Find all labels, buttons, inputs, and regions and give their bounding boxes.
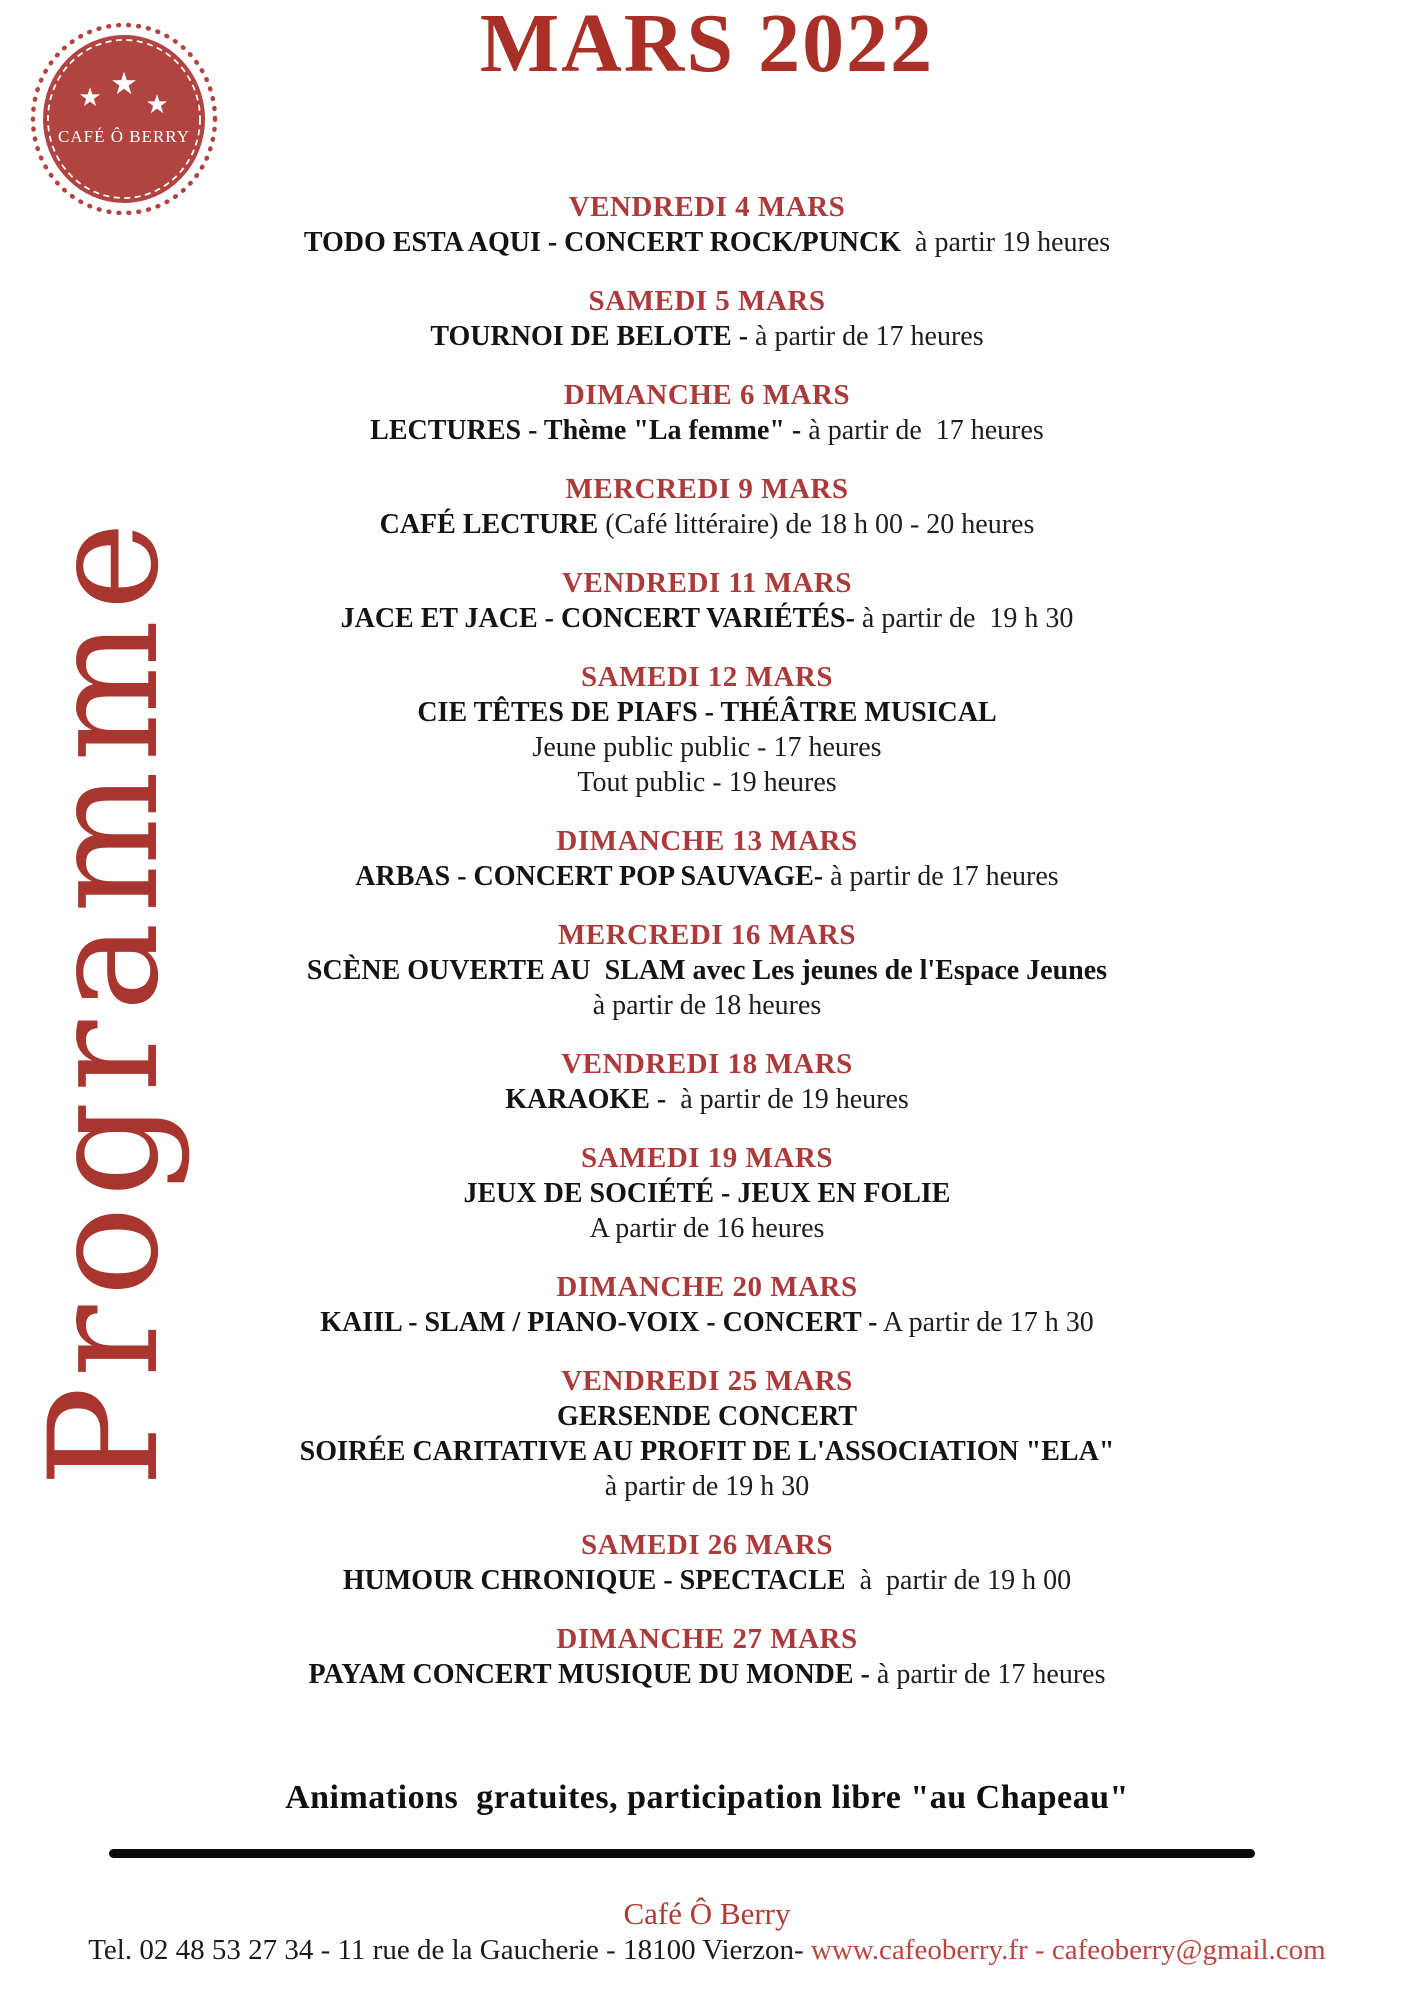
event-block	[0, 1270, 1414, 1340]
event-line	[0, 225, 1414, 260]
event-date: DIMANCHE 27 MARS	[556, 1623, 858, 1655]
event-line	[0, 1469, 1414, 1504]
star-icon: ★	[145, 90, 169, 120]
event-line-regular: à partir de 19 h 30	[604, 1471, 810, 1502]
event-date: VENDREDI 11 MARS	[562, 567, 852, 599]
event-date: SAMEDI 19 MARS	[581, 1142, 833, 1174]
footer-note: Animations gratuites, participation libre "au Chapeau"	[285, 1779, 1129, 1816]
event-date: SAMEDI 5 MARS	[588, 285, 826, 317]
footer-divider	[109, 1849, 1255, 1858]
event-block	[0, 190, 1414, 260]
event-line	[0, 1563, 1414, 1598]
event-line-bold: ARBAS - CONCERT POP SAUVAGE-	[355, 861, 824, 892]
event-line-regular: Tout public - 19 heures	[577, 767, 837, 798]
event-line	[0, 1434, 1414, 1469]
event-block	[0, 472, 1414, 542]
event-line	[0, 695, 1414, 730]
event-line-regular: à partir 19 heures	[901, 227, 1111, 258]
event-line	[0, 988, 1414, 1023]
event-line-bold: KAIIL - SLAM / PIANO-VOIX - CONCERT -	[320, 1307, 878, 1338]
event-line	[0, 1657, 1414, 1692]
event-line	[0, 319, 1414, 354]
event-line-bold: CIE TÊTES DE PIAFS - THÉÂTRE MUSICAL	[417, 697, 997, 728]
event-line-regular: à partir de 17 heures	[801, 415, 1044, 446]
event-line	[0, 507, 1414, 542]
event-line	[0, 765, 1414, 800]
event-line	[0, 1399, 1414, 1434]
event-date: DIMANCHE 20 MARS	[556, 1271, 858, 1303]
event-line-regular: A partir de 17 h 30	[877, 1307, 1094, 1338]
event-line-regular: à partir de 19 heures	[666, 1084, 909, 1115]
event-line-bold: CAFÉ LECTURE	[379, 509, 599, 540]
event-line	[0, 1211, 1414, 1246]
event-block	[0, 1141, 1414, 1246]
page-title: MARS 2022	[479, 0, 935, 90]
event-line-bold: SCÈNE OUVERTE AU SLAM avec Les jeunes de l'Espace Jeunes	[306, 955, 1108, 986]
event-date: VENDREDI 25 MARS	[561, 1365, 853, 1397]
event-line-bold: TOURNOI DE BELOTE -	[430, 321, 749, 352]
event-date: MERCREDI 9 MARS	[565, 473, 849, 505]
event-line	[0, 1082, 1414, 1117]
event-block	[0, 660, 1414, 800]
event-line-regular: (Café littéraire) de 18 h 00 - 20 heures	[598, 509, 1035, 540]
event-date: VENDREDI 18 MARS	[561, 1048, 853, 1080]
event-line-regular: à partir de 19 h 30	[854, 603, 1074, 634]
event-line-regular: à partir de 19 h 00	[845, 1565, 1072, 1596]
event-line	[0, 953, 1414, 988]
events-list	[0, 190, 1414, 1716]
star-icon: ★	[78, 83, 102, 113]
event-line-bold: JEUX DE SOCIÉTÉ - JEUX EN FOLIE	[463, 1178, 951, 1209]
event-date: SAMEDI 12 MARS	[581, 661, 833, 693]
side-label-programme: Programme	[18, 512, 192, 1488]
event-block	[0, 1364, 1414, 1504]
contact-text: Tel. 02 48 53 27 34 - 11 rue de la Gaucherie - 18100 Vierzon-	[88, 1934, 804, 1966]
event-line-regular: A partir de 16 heures	[589, 1213, 825, 1244]
event-line-bold: PAYAM CONCERT MUSIQUE DU MONDE -	[308, 1659, 870, 1690]
event-line-bold: JACE ET JACE - CONCERT VARIÉTÉS-	[340, 603, 855, 634]
event-block	[0, 1622, 1414, 1692]
event-date: DIMANCHE 13 MARS	[556, 825, 858, 857]
event-date: SAMEDI 26 MARS	[581, 1529, 833, 1561]
event-date: VENDREDI 4 MARS	[568, 191, 846, 223]
event-line	[0, 1305, 1414, 1340]
event-line	[0, 730, 1414, 765]
event-date: DIMANCHE 6 MARS	[563, 379, 851, 411]
event-block	[0, 918, 1414, 1023]
event-block	[0, 566, 1414, 636]
logo-label: CAFÉ Ô BERRY	[58, 127, 190, 146]
event-line	[0, 601, 1414, 636]
event-line-regular: Jeune public public - 17 heures	[532, 732, 882, 763]
event-line	[0, 413, 1414, 448]
event-line-bold: LECTURES - Thème "La femme" -	[370, 415, 802, 446]
contact-line	[0, 1930, 1414, 1970]
event-line-bold: KARAOKE -	[505, 1084, 667, 1115]
event-line-bold: HUMOUR CHRONIQUE - SPECTACLE	[342, 1565, 846, 1596]
event-line-regular: à partir de 17 heures	[869, 1659, 1106, 1690]
event-block	[0, 378, 1414, 448]
contact-links: www.cafeoberry.fr - cafeoberry@gmail.com	[803, 1934, 1326, 1966]
event-block	[0, 284, 1414, 354]
event-line-bold: GERSENDE CONCERT	[556, 1401, 858, 1432]
event-line-regular: à partir de 17 heures	[823, 861, 1059, 892]
event-line	[0, 1176, 1414, 1211]
event-block	[0, 824, 1414, 894]
event-block	[0, 1528, 1414, 1598]
star-icon: ★	[110, 66, 138, 102]
event-line-bold: TODO ESTA AQUI - CONCERT ROCK/PUNCK	[303, 227, 902, 258]
event-line	[0, 859, 1414, 894]
event-line-regular: à partir de 18 heures	[592, 990, 822, 1021]
event-date: MERCREDI 16 MARS	[558, 919, 856, 951]
event-line-regular: à partir de 17 heures	[748, 321, 984, 352]
event-block	[0, 1047, 1414, 1117]
event-line-bold: SOIRÉE CARITATIVE AU PROFIT DE L'ASSOCIATION "ELA"	[299, 1436, 1115, 1467]
venue-name: Café Ô Berry	[623, 1896, 791, 1931]
